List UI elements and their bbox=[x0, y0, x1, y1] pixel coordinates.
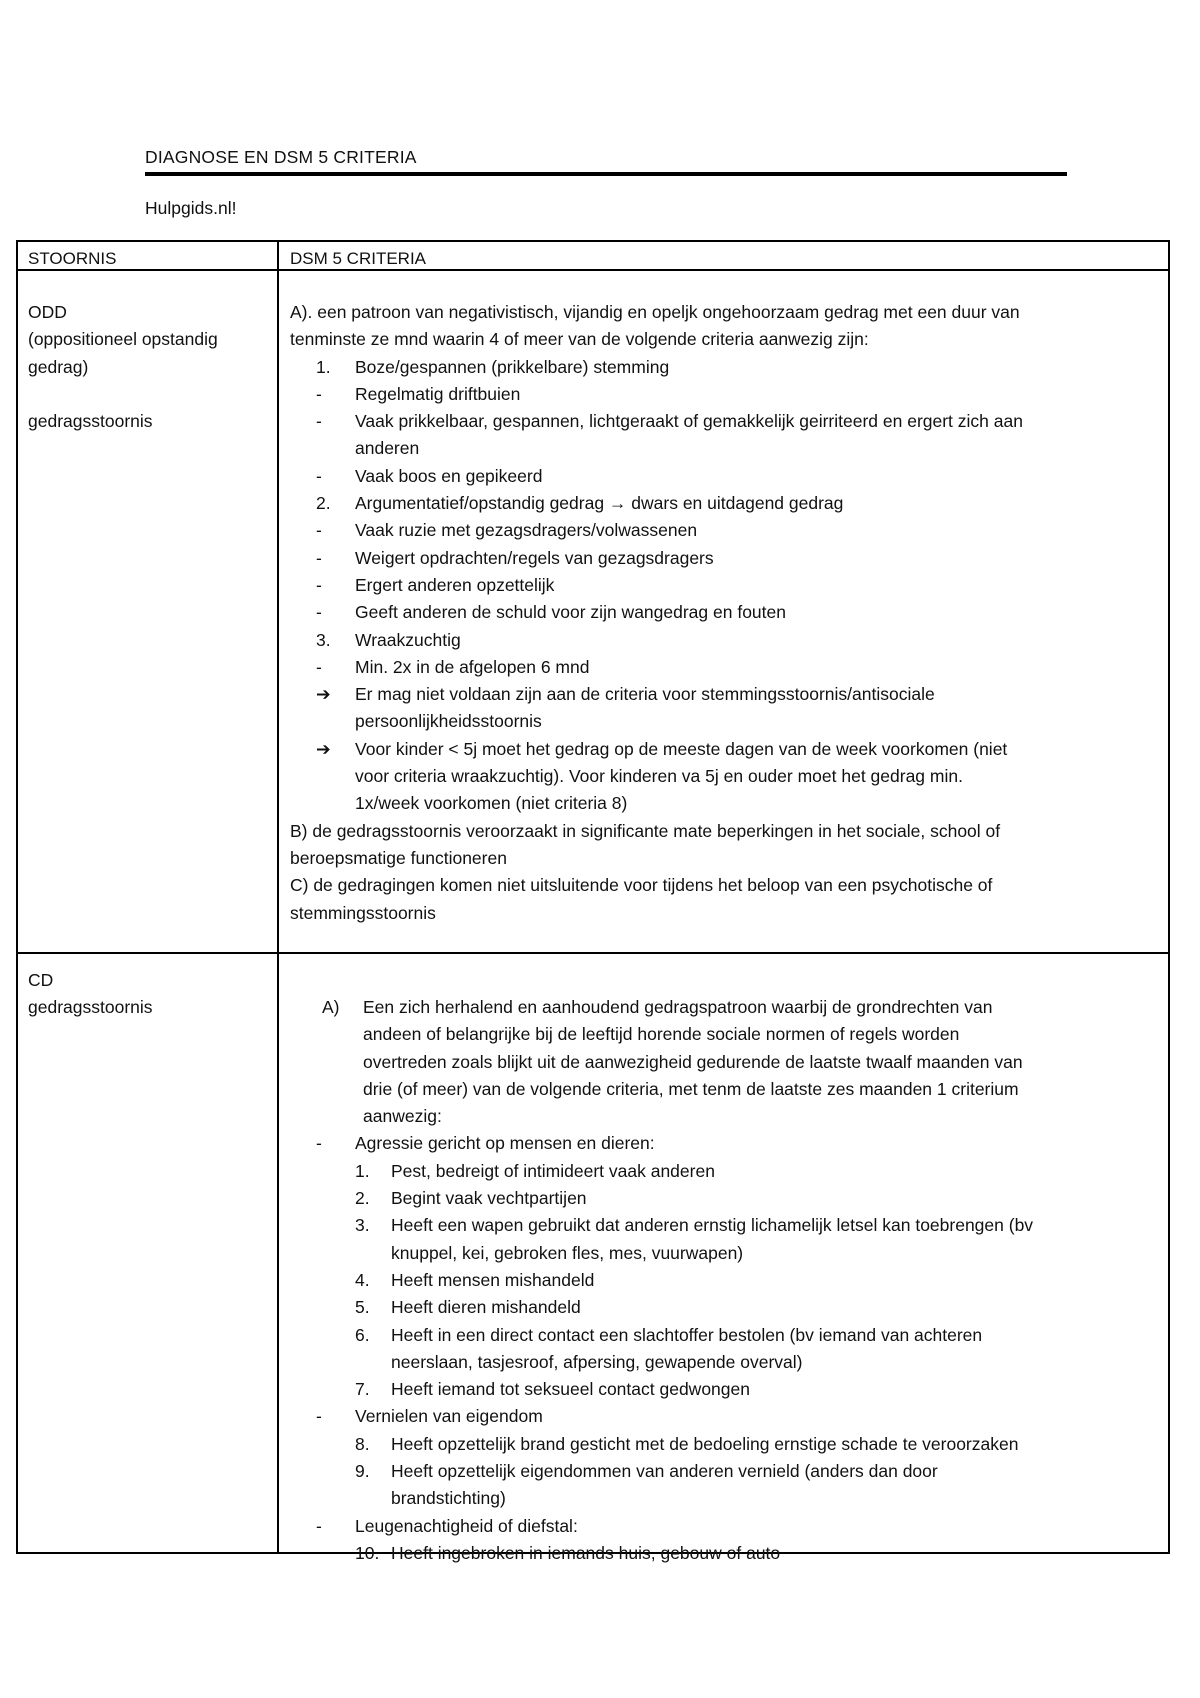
cd-item-line: Heeft ingebroken in iemands huis, gebouw of auto bbox=[391, 1542, 781, 1563]
odd-item-text bbox=[355, 517, 697, 544]
cd-item-line: Heeft dieren mishandeld bbox=[391, 1297, 581, 1318]
odd-disorder-cell bbox=[28, 299, 218, 435]
cd-group-label: Leugenachtigheid of diefstal: bbox=[355, 1515, 578, 1536]
cd-criterion-a-line: aanwezig: bbox=[363, 1106, 442, 1127]
cd-criterion-a-text bbox=[363, 994, 1023, 1130]
cd-item-number: 4. bbox=[355, 1269, 370, 1290]
odd-item-line: Er mag niet voldaan zijn aan de criteria voor stemmingsstoornis/antisociale bbox=[355, 684, 935, 705]
cd-group-heading bbox=[310, 1130, 1165, 1157]
header-row-divider bbox=[18, 269, 1168, 271]
cd-item-text bbox=[391, 1158, 715, 1185]
odd-item-line: Ergert anderen opzettelijk bbox=[355, 574, 555, 595]
odd-item-line: Vaak ruzie met gezagsdragers/volwassenen bbox=[355, 520, 698, 541]
cd-criterion-a-marker: A) bbox=[322, 997, 340, 1017]
odd-item-marker: - bbox=[316, 520, 322, 541]
cd-criterion-a bbox=[290, 994, 1165, 1130]
cd-item-text bbox=[391, 1458, 938, 1513]
odd-intro-line-1: A). een patroon van negativistisch, vijandig en opeljk ongehoorzaam gedrag met een duur van bbox=[290, 302, 1020, 322]
odd-criteria-list bbox=[290, 354, 1165, 818]
odd-item-line: Boze/gespannen (prikkelbare) stemming bbox=[355, 356, 670, 377]
cd-item-line: Heeft in een direct contact een slachtoffer bestolen (bv iemand van achteren bbox=[391, 1324, 983, 1345]
odd-criterion-c-line-2: stemmingsstoornis bbox=[290, 902, 436, 923]
title-divider bbox=[145, 172, 1067, 176]
cd-group-heading bbox=[310, 1403, 1165, 1430]
odd-item-marker: - bbox=[316, 574, 322, 595]
odd-criterion-b-line-1: B) de gedragsstoornis veroorzaakt in significante mate beperkingen in het sociale, school of bbox=[290, 820, 1001, 841]
cd-item-number: 1. bbox=[355, 1160, 370, 1181]
odd-criteria-item bbox=[310, 490, 1165, 517]
cd-item-line: Heeft iemand tot seksueel contact gedwongen bbox=[391, 1379, 750, 1400]
odd-criteria-item bbox=[310, 517, 1165, 544]
odd-criteria-item bbox=[310, 736, 1165, 818]
header-stoornis: STOORNIS bbox=[28, 249, 117, 268]
odd-item-line: Min. 2x in de afgelopen 6 mnd bbox=[355, 656, 590, 677]
odd-item-line: Voor kinder < 5j moet het gedrag op de meeste dagen van de week voorkomen (niet bbox=[355, 738, 1008, 759]
cd-item-text bbox=[391, 1322, 982, 1377]
cd-group-dash: - bbox=[316, 1406, 322, 1427]
cd-item-number: 5. bbox=[355, 1297, 370, 1318]
cd-item-number: 3. bbox=[355, 1215, 370, 1236]
odd-criteria-item bbox=[310, 381, 1165, 408]
cd-item-line: Heeft opzettelijk brand gesticht met de bedoeling ernstige schade te veroorzaken bbox=[391, 1433, 1019, 1454]
cd-criteria-item bbox=[355, 1158, 1165, 1185]
cd-criteria-groups bbox=[290, 1130, 1165, 1567]
odd-item-line: Geeft anderen de schuld voor zijn wangedrag en fouten bbox=[355, 602, 786, 623]
odd-item-text bbox=[355, 490, 843, 517]
odd-criterion-c-line-1: C) de gedragingen komen niet uitsluitende voor tijdens het beloop van een psychotische of bbox=[290, 875, 993, 896]
odd-item-marker: - bbox=[316, 547, 322, 568]
odd-item-marker: - bbox=[316, 656, 322, 677]
cd-item-number: 8. bbox=[355, 1433, 370, 1454]
odd-full-name-line-2: gedrag) bbox=[28, 356, 89, 377]
odd-item-line: Vaak prikkelbaar, gespannen, lichtgeraakt of gemakkelijk geirriteerd en ergert zich aan bbox=[355, 411, 1023, 432]
cd-item-line: Heeft een wapen gebruikt dat anderen ernstig lichamelijk letsel kan toebrengen (bv bbox=[391, 1215, 1034, 1236]
odd-item-text bbox=[355, 572, 554, 599]
cd-item-text bbox=[391, 1431, 1018, 1458]
odd-item-text bbox=[355, 654, 589, 681]
odd-criteria-item bbox=[310, 354, 1165, 381]
odd-item-line: voor criteria wraakzuchtig). Voor kinderen va 5j en ouder moet het gedrag min. bbox=[355, 766, 963, 787]
cd-item-text bbox=[391, 1540, 780, 1567]
row-divider bbox=[18, 952, 1168, 954]
odd-item-marker: - bbox=[316, 602, 322, 623]
cd-item-text bbox=[391, 1376, 750, 1403]
odd-criteria-item bbox=[310, 599, 1165, 626]
odd-item-marker: 3. bbox=[316, 629, 331, 650]
cd-criterion-a-line: andeen of belangrijke bij de leeftijd horende sociale normen of regels worden bbox=[363, 1024, 960, 1045]
cd-item-line: Heeft opzettelijk eigendommen van anderen vernield (anders dan door bbox=[391, 1461, 938, 1482]
odd-item-text bbox=[355, 599, 786, 626]
cd-criteria-item bbox=[355, 1376, 1165, 1403]
cd-item-number: 10. bbox=[355, 1542, 380, 1563]
cd-group-dash: - bbox=[316, 1515, 322, 1536]
odd-criterion-b-line-2: beroepsmatige functioneren bbox=[290, 847, 507, 868]
odd-item-text bbox=[355, 381, 520, 408]
odd-intro-line-2: tenminste ze mnd waarin 4 of meer van de volgende criteria aanwezig zijn: bbox=[290, 329, 869, 350]
cd-criteria-item bbox=[355, 1212, 1165, 1267]
cd-item-text bbox=[391, 1185, 587, 1212]
cd-group-label: Agressie gericht op mensen en dieren: bbox=[355, 1133, 655, 1154]
odd-item-text bbox=[355, 736, 1007, 818]
cd-criterion-a-line: overtreden zoals blijkt uit de aanwezigheid gedurende de laatste twaalf maanden van bbox=[363, 1051, 1023, 1072]
cd-criterion-a-line: Een zich herhalend en aanhoudend gedragspatroon waarbij de grondrechten van bbox=[363, 997, 993, 1017]
odd-item-line: Wraakzuchtig bbox=[355, 629, 461, 650]
odd-criteria-item bbox=[310, 463, 1165, 490]
odd-item-line: Regelmatig driftbuien bbox=[355, 383, 521, 404]
odd-item-line: 1x/week voorkomen (niet criteria 8) bbox=[355, 793, 628, 814]
cd-criteria-item bbox=[355, 1322, 1165, 1377]
odd-criteria-item bbox=[310, 681, 1165, 736]
cd-item-text bbox=[391, 1267, 594, 1294]
odd-item-text bbox=[355, 627, 461, 654]
cd-item-line: neerslaan, tasjesroof, afpersing, gewapende overval) bbox=[391, 1351, 803, 1372]
odd-item-marker: ➔ bbox=[316, 738, 331, 759]
odd-criteria-item bbox=[310, 572, 1165, 599]
cd-criterion-a-line: drie (of meer) van de volgende criteria, met tenm de laatste zes maanden 1 criterium bbox=[363, 1078, 1019, 1099]
odd-item-marker: 1. bbox=[316, 356, 331, 377]
cd-item-line: knuppel, kei, gebroken fles, mes, vuurwapen) bbox=[391, 1242, 744, 1263]
odd-item-line: Weigert opdrachten/regels van gezagsdragers bbox=[355, 547, 714, 568]
cd-criteria-item bbox=[355, 1431, 1165, 1458]
cd-item-line: Pest, bedreigt of intimideert vaak anderen bbox=[391, 1160, 715, 1181]
document-subtitle: Hulpgids.nl! bbox=[145, 198, 237, 218]
odd-full-name-line-1: (oppositioneel opstandig bbox=[28, 329, 218, 350]
cd-item-line: Heeft mensen mishandeld bbox=[391, 1269, 595, 1290]
odd-item-line: Vaak boos en gepikeerd bbox=[355, 465, 543, 486]
column-divider bbox=[277, 242, 279, 1552]
cd-item-line: Begint vaak vechtpartijen bbox=[391, 1188, 587, 1209]
header-dsm5-criteria: DSM 5 CRITERIA bbox=[290, 249, 427, 268]
cd-item-text bbox=[391, 1212, 1033, 1267]
odd-category: gedragsstoornis bbox=[28, 410, 153, 431]
cd-criteria-item bbox=[355, 1540, 1165, 1567]
cd-name: CD bbox=[28, 970, 54, 990]
odd-name: ODD bbox=[28, 302, 67, 322]
odd-item-marker: - bbox=[316, 383, 322, 404]
cd-category: gedragsstoornis bbox=[28, 997, 153, 1018]
cd-disorder-cell bbox=[28, 967, 153, 1022]
cd-item-number: 2. bbox=[355, 1188, 370, 1209]
document-title: DIAGNOSE EN DSM 5 CRITERIA bbox=[145, 147, 417, 167]
cd-item-line: brandstichting) bbox=[391, 1488, 506, 1509]
cd-criteria-item bbox=[355, 1267, 1165, 1294]
cd-group-label: Vernielen van eigendom bbox=[355, 1406, 543, 1427]
odd-item-marker: - bbox=[316, 465, 322, 486]
cd-criteria-item bbox=[355, 1185, 1165, 1212]
cd-criteria-item bbox=[355, 1294, 1165, 1321]
odd-item-text bbox=[355, 354, 669, 381]
cd-item-number: 9. bbox=[355, 1461, 370, 1482]
odd-item-marker: - bbox=[316, 411, 322, 432]
cd-criteria-cell bbox=[290, 994, 1165, 1567]
odd-item-line: anderen bbox=[355, 438, 420, 459]
odd-item-marker: 2. bbox=[316, 493, 331, 514]
cd-item-text bbox=[391, 1294, 581, 1321]
odd-criteria-item bbox=[310, 408, 1165, 463]
odd-criteria-item bbox=[310, 545, 1165, 572]
cd-item-number: 7. bbox=[355, 1379, 370, 1400]
odd-item-marker: ➔ bbox=[316, 684, 331, 705]
odd-item-text bbox=[355, 408, 1023, 463]
cd-group-heading bbox=[310, 1513, 1165, 1540]
cd-item-number: 6. bbox=[355, 1324, 370, 1345]
odd-criteria-item bbox=[310, 654, 1165, 681]
odd-item-line: Argumentatief/opstandig gedrag → dwars en uitdagend gedrag bbox=[355, 493, 844, 514]
odd-item-text bbox=[355, 463, 542, 490]
odd-criteria-cell bbox=[290, 299, 1165, 927]
criteria-table bbox=[16, 240, 1170, 1563]
odd-criteria-item bbox=[310, 627, 1165, 654]
cd-group-dash: - bbox=[316, 1133, 322, 1154]
odd-item-text bbox=[355, 681, 935, 736]
cd-criteria-item bbox=[355, 1458, 1165, 1513]
odd-item-text bbox=[355, 545, 714, 572]
odd-item-line: persoonlijkheidsstoornis bbox=[355, 711, 542, 732]
